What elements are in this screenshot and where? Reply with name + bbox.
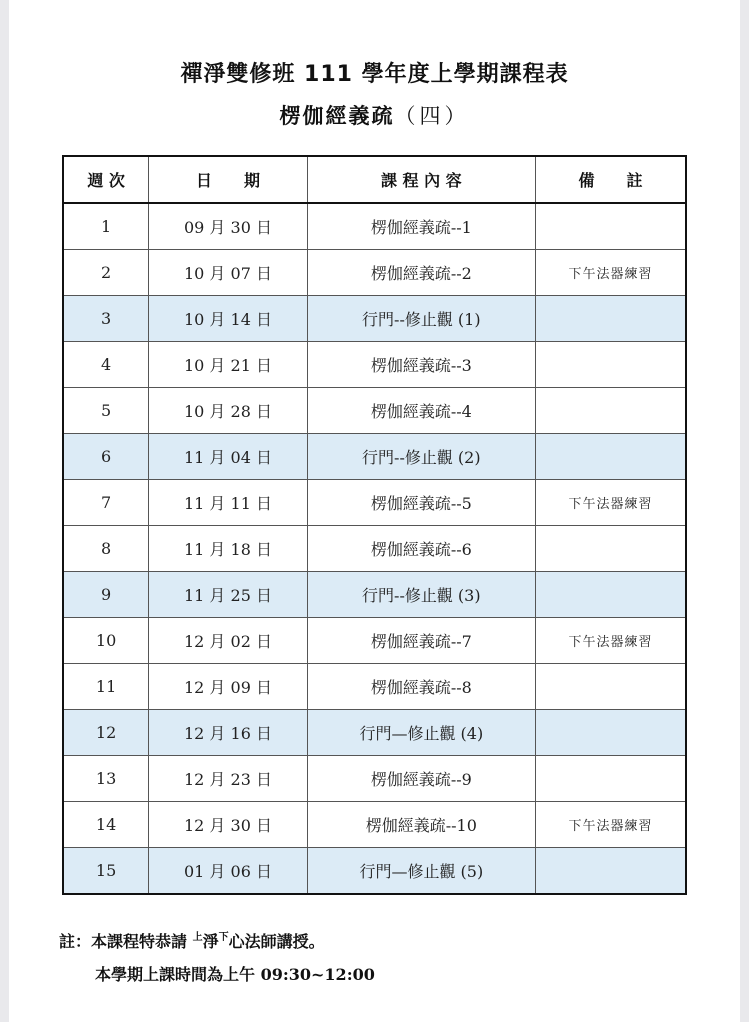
week-cell: 7 (63, 480, 149, 526)
week-cell: 2 (63, 250, 149, 296)
note-cell: 下午法器練習 (535, 480, 686, 526)
content-cell: 楞伽經義疏--4 (307, 388, 535, 434)
header-week: 週 次 (63, 156, 149, 203)
honorific-bottom: 下 (218, 932, 229, 943)
table-row (63, 756, 686, 802)
teacher-name-2: 心法師講授。 (228, 932, 325, 951)
week-cell: 5 (63, 388, 149, 434)
date-cell: 10 月 28 日 (149, 388, 308, 434)
week-cell: 15 (63, 848, 149, 895)
note-cell (535, 434, 686, 480)
content-cell: 楞伽經義疏--6 (307, 526, 535, 572)
content-cell: 楞伽經義疏--8 (307, 664, 535, 710)
date-cell: 12 月 30 日 (149, 802, 308, 848)
date-cell: 11 月 04 日 (149, 434, 308, 480)
footer-note (59, 928, 325, 952)
note-cell (535, 342, 686, 388)
date-cell: 12 月 23 日 (149, 756, 308, 802)
table-row (63, 388, 686, 434)
date-cell: 12 月 16 日 (149, 710, 308, 756)
note-cell (535, 664, 686, 710)
table-body (63, 203, 686, 894)
note-cell (535, 388, 686, 434)
date-cell: 09 月 30 日 (149, 203, 308, 250)
note-cell (535, 572, 686, 618)
table-header-row (63, 156, 686, 203)
note-cell: 下午法器練習 (535, 250, 686, 296)
table-row (63, 572, 686, 618)
table-row (63, 526, 686, 572)
date-cell: 11 月 18 日 (149, 526, 308, 572)
table-row (63, 296, 686, 342)
content-cell: 楞伽經義疏--1 (307, 203, 535, 250)
week-cell: 11 (63, 664, 149, 710)
content-cell: 楞伽經義疏--3 (307, 342, 535, 388)
content-cell: 行門—修止觀 (4) (307, 710, 535, 756)
date-cell: 12 月 02 日 (149, 618, 308, 664)
header-note: 備 註 (535, 156, 686, 203)
note-cell (535, 296, 686, 342)
table-row (63, 434, 686, 480)
document-page (9, 0, 740, 1022)
subtitle-main: 楞伽經義疏 (279, 104, 395, 128)
table-row (63, 342, 686, 388)
week-cell: 6 (63, 434, 149, 480)
content-cell: 行門--修止觀 (2) (307, 434, 535, 480)
week-cell: 3 (63, 296, 149, 342)
date-cell: 11 月 25 日 (149, 572, 308, 618)
table-row (63, 480, 686, 526)
table-row (63, 250, 686, 296)
honorific-top: 上 (192, 932, 203, 943)
table-row (63, 802, 686, 848)
note-cell: 下午法器練習 (535, 618, 686, 664)
page-title: 禪淨雙修班 111 學年度上學期課程表 (180, 62, 569, 87)
teacher-name-1: 淨 (202, 932, 219, 951)
date-cell: 12 月 09 日 (149, 664, 308, 710)
content-cell: 楞伽經義疏--10 (307, 802, 535, 848)
date-cell: 10 月 21 日 (149, 342, 308, 388)
week-cell: 12 (63, 710, 149, 756)
week-cell: 9 (63, 572, 149, 618)
date-cell: 11 月 11 日 (149, 480, 308, 526)
note-cell (535, 203, 686, 250)
footer-schedule (95, 962, 375, 985)
date-cell: 10 月 14 日 (149, 296, 308, 342)
date-cell: 01 月 06 日 (149, 848, 308, 895)
schedule-table (62, 155, 687, 895)
header-date: 日 期 (149, 156, 308, 203)
table-row (63, 848, 686, 895)
content-cell: 行門--修止觀 (3) (307, 572, 535, 618)
content-cell: 行門--修止觀 (1) (307, 296, 535, 342)
table-row (63, 618, 686, 664)
table-row (63, 710, 686, 756)
content-cell: 行門—修止觀 (5) (307, 848, 535, 895)
schedule-time: 09:30~12:00 (260, 965, 375, 984)
week-cell: 4 (63, 342, 149, 388)
note-cell (535, 848, 686, 895)
note-cell (535, 526, 686, 572)
week-cell: 14 (63, 802, 149, 848)
week-cell: 13 (63, 756, 149, 802)
date-cell: 10 月 07 日 (149, 250, 308, 296)
note-cell (535, 710, 686, 756)
note-cell (535, 756, 686, 802)
subtitle-paren: （四） (394, 104, 470, 128)
content-cell: 楞伽經義疏--2 (307, 250, 535, 296)
table-row (63, 664, 686, 710)
schedule-text: 本學期上課時間為上午 (95, 965, 261, 984)
header-content: 課 程 內 容 (307, 156, 535, 203)
note-cell: 下午法器練習 (535, 802, 686, 848)
table-row (63, 203, 686, 250)
content-cell: 楞伽經義疏--5 (307, 480, 535, 526)
page-subtitle (9, 100, 740, 130)
content-cell: 楞伽經義疏--9 (307, 756, 535, 802)
footer-note-prefix: 註：本課程特恭請 (59, 932, 193, 951)
content-cell: 楞伽經義疏--7 (307, 618, 535, 664)
week-cell: 1 (63, 203, 149, 250)
week-cell: 10 (63, 618, 149, 664)
week-cell: 8 (63, 526, 149, 572)
